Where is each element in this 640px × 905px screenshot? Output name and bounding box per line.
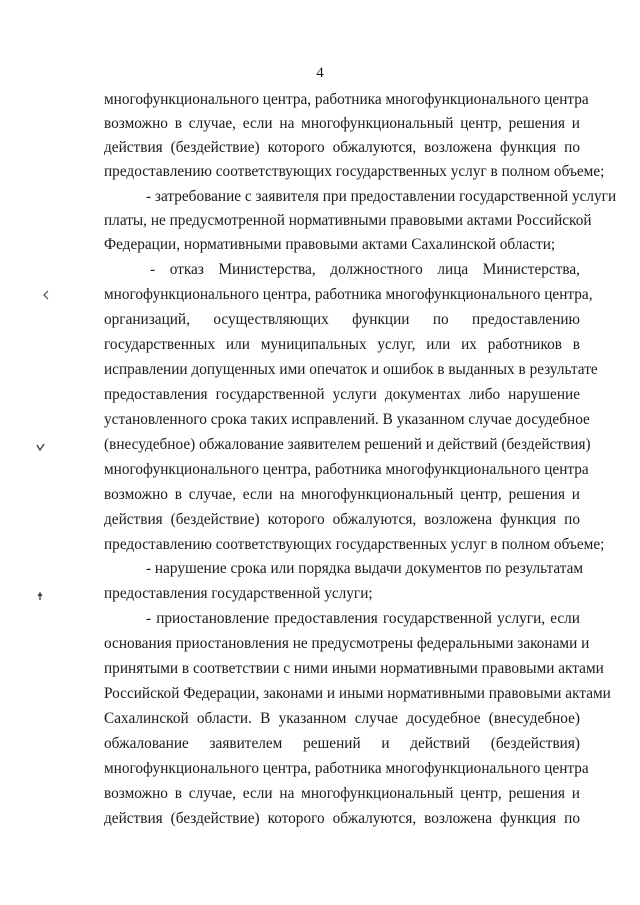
text-line-12: исправлении допущенных ими опечаток и ошибок в выданных в результате: [104, 361, 598, 378]
text-line-17: возможно в случае, если на многофункциональный центр, решения и: [104, 486, 580, 503]
text-line-8: - отказ Министерства, должностного лица Министерства,: [150, 261, 580, 278]
text-line-25: Российской Федерации, законами и иными нормативными правовыми актами: [104, 685, 611, 702]
text-line-4: предоставлению соответствующих государственных услуг в полном объеме;: [104, 163, 605, 180]
text-line-28: многофункционального центра, работника многофункционального центра: [104, 760, 589, 777]
text-line-14: установленного срока таких исправлений. В указанном случае досудебное: [104, 411, 590, 428]
text-line-3: действия (бездействие) которого обжалуются, возложена функция по: [104, 139, 580, 156]
page-number: 4: [316, 65, 324, 81]
text-line-24: принятыми в соответствии с ними иными нормативными правовыми актами: [104, 660, 604, 677]
text-line-13: предоставления государственной услуги документах либо нарушение: [104, 386, 580, 403]
text-line-10: организаций, осуществляющих функции по предоставлению: [104, 311, 580, 328]
text-line-29: возможно в случае, если на многофункциональный центр, решения и: [104, 785, 580, 802]
text-line-19: предоставлению соответствующих государственных услуг в полном объеме;: [104, 536, 605, 553]
margin-mark-3: [37, 592, 43, 601]
text-line-1: многофункционального центра, работника многофункционального центра: [104, 91, 589, 108]
text-line-20: - нарушение срока или порядка выдачи документов по результатам: [146, 560, 584, 577]
text-line-27: обжалование заявителем решений и действий (бездействия): [104, 735, 580, 752]
text-line-6: платы, не предусмотренной нормативными правовыми актами Российской: [104, 212, 592, 229]
text-line-15: (внесудебное) обжалование заявителем решений и действий (бездействия): [104, 436, 591, 453]
text-line-26: Сахалинской области. В указанном случае досудебное (внесудебное): [104, 710, 580, 727]
text-line-23: основания приостановления не предусмотрены федеральными законами и: [104, 635, 590, 652]
text-line-5: - затребование с заявителя при предоставлении государственной услуги: [146, 188, 617, 205]
text-line-21: предоставления государственной услуги;: [104, 585, 373, 602]
margin-mark-1: [42, 290, 50, 300]
text-line-11: государственных или муниципальных услуг, или их работников в: [104, 336, 580, 353]
text-line-16: многофункционального центра, работника многофункционального центра: [104, 461, 589, 478]
text-line-9: многофункционального центра, работника многофункционального центра,: [104, 286, 593, 303]
text-line-22: - приостановление предоставления государственной услуги, если: [146, 610, 580, 627]
text-line-7: Федерации, нормативными правовыми актами Сахалинской области;: [104, 236, 556, 253]
text-line-30: действия (бездействие) которого обжалуются, возложена функция по: [104, 810, 580, 827]
text-line-18: действия (бездействие) которого обжалуются, возложена функция по: [104, 511, 580, 528]
text-line-2: возможно в случае, если на многофункциональный центр, решения и: [104, 115, 580, 132]
margin-mark-2: [36, 443, 45, 452]
